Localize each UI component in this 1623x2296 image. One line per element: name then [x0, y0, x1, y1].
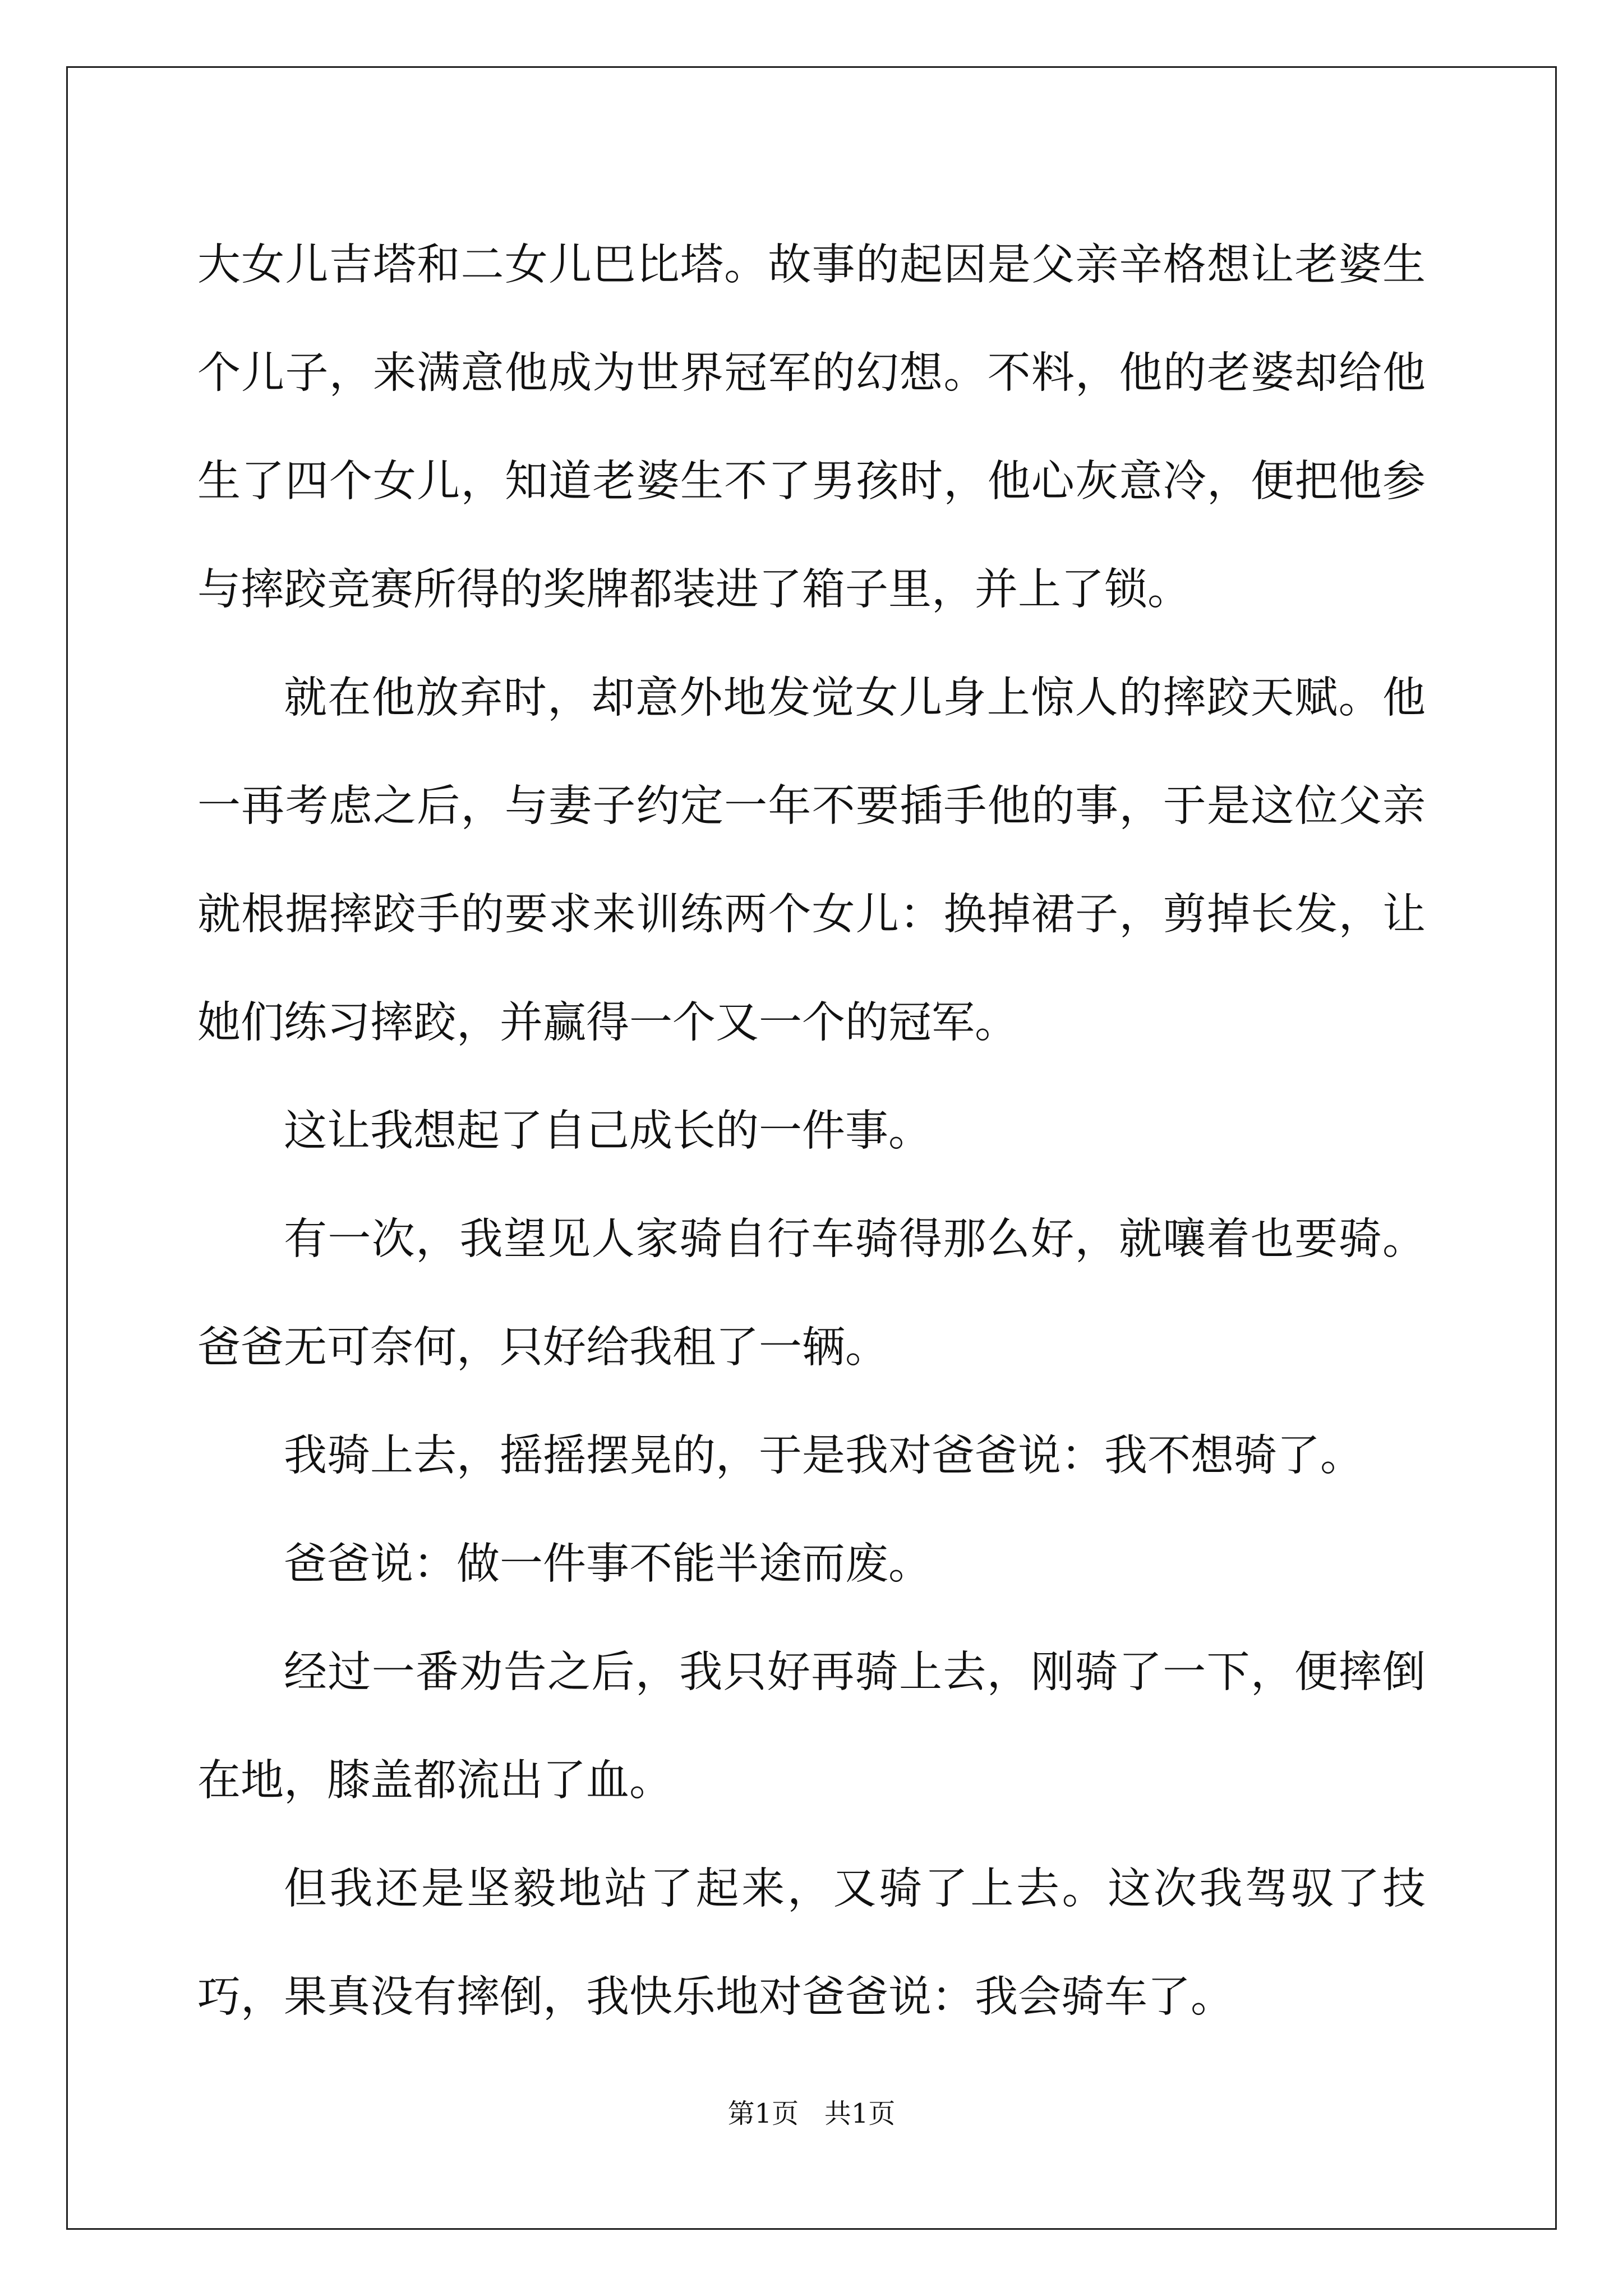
paragraph: 这让我想起了自己成长的一件事。 [284, 1106, 932, 1156]
page-total: 共1页 [824, 2098, 896, 2129]
paragraph: 就在他放弃时，却意外地发觉女儿身上惊人的摔跤天赋。他一再考虑之后，与妻子约定一年不要插手他的事，于是这位父亲就根据摔跤手的要求来训练两个女儿：换掉裙子，剪掉长发，让她们练习摔跤，并赢得一个又一个的冠军。 [197, 673, 1426, 1048]
document-body [197, 211, 1426, 2051]
page-footer [0, 2097, 1623, 2131]
paragraph: 有一次，我望见人家骑自行车骑得那么好，就嚷着也要骑。爸爸无可奈何，只好给我租了一辆。 [197, 1214, 1426, 1373]
paragraph: 但我还是坚毅地站了起来，又骑了上去。这次我驾驭了技巧，果真没有摔倒，我快乐地对爸爸说：我会骑车了。 [197, 1864, 1426, 2022]
paragraph: 爸爸说：做一件事不能半途而废。 [284, 1539, 932, 1589]
paragraph: 经过一番劝告之后，我只好再骑上去，刚骑了一下，便摔倒在地，膝盖都流出了血。 [197, 1648, 1426, 1806]
page-number: 第1页 [727, 2098, 799, 2129]
paragraph: 大女儿吉塔和二女儿巴比塔。故事的起因是父亲辛格想让老婆生个儿子，来满意他成为世界冠军的幻想。不料，他的老婆却给他生了四个女儿，知道老婆生不了男孩时，他心灰意冷，便把他参与摔跤竞赛所得的奖牌都装进了箱子里，并上了锁。 [197, 240, 1426, 615]
paragraph: 我骑上去，摇摇摆晃的，于是我对爸爸说：我不想骑了。 [284, 1431, 1363, 1481]
